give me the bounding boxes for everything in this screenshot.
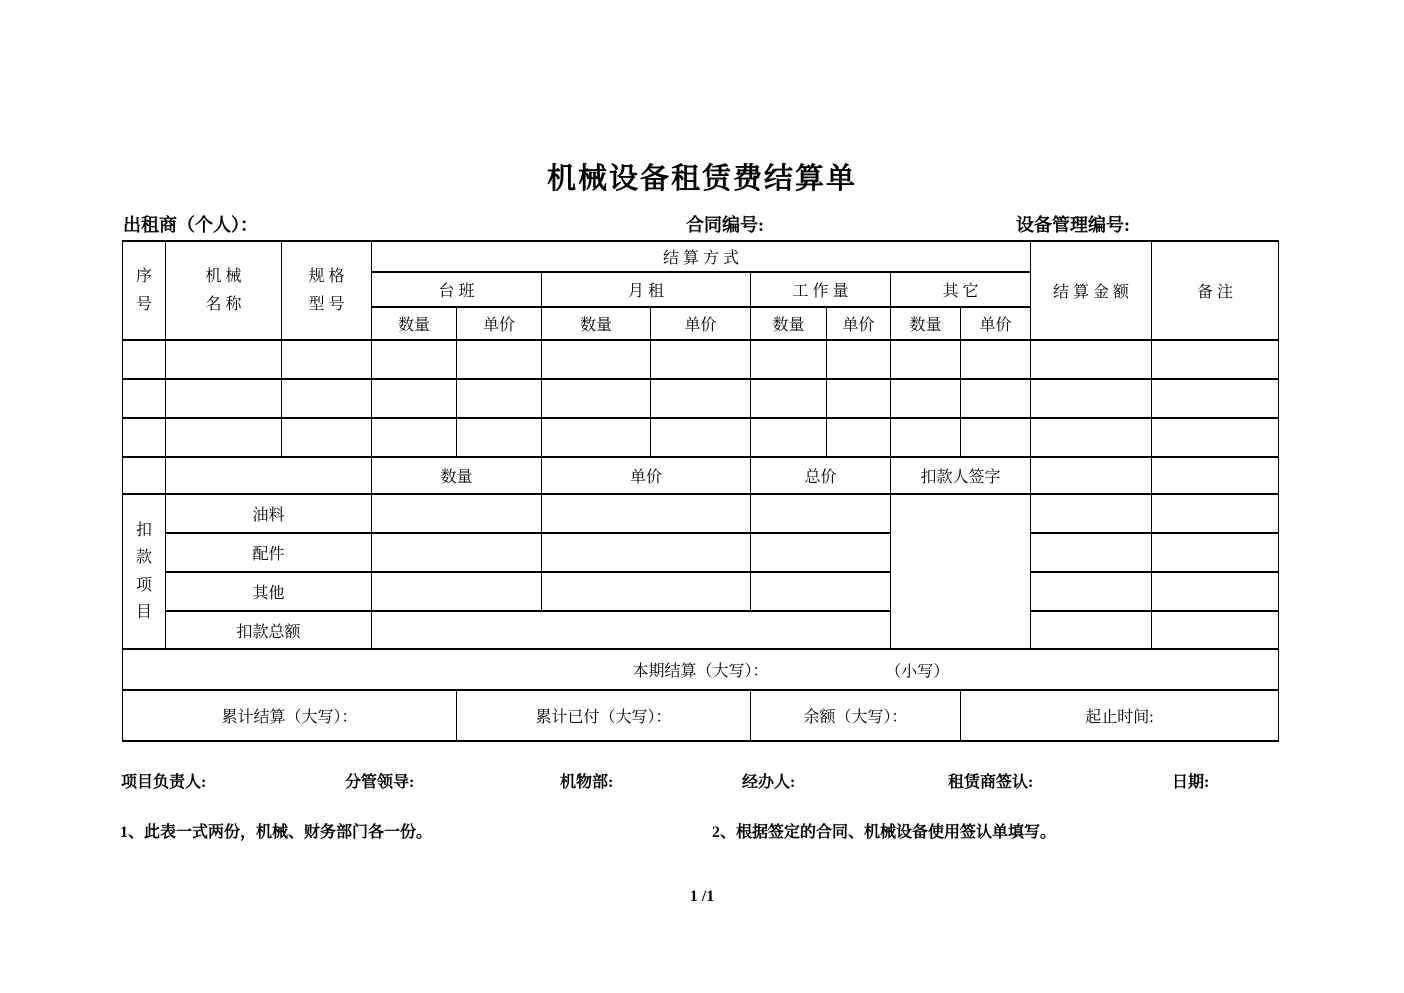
- deduction-row-total: [123, 611, 1279, 649]
- fill-cell[interactable]: [751, 379, 827, 418]
- fill-cell[interactable]: [651, 418, 751, 457]
- fill-cell[interactable]: [751, 494, 891, 533]
- fill-cell[interactable]: [166, 418, 282, 457]
- fill-cell[interactable]: [751, 418, 827, 457]
- signature-date-label: 日期:: [1172, 774, 1210, 791]
- fill-cell[interactable]: [1152, 533, 1279, 572]
- fill-cell[interactable]: [1031, 572, 1152, 611]
- table-row: [123, 418, 1279, 457]
- fill-cell[interactable]: [1152, 572, 1279, 611]
- fill-cell[interactable]: [372, 572, 542, 611]
- fill-cell[interactable]: [1152, 340, 1279, 379]
- signature-project-manager-label: 项目负责人:: [121, 774, 207, 791]
- deduction-items-side-label: 扣 款 项 目: [123, 494, 166, 649]
- deduction-price-header-cell: 单价: [542, 457, 751, 494]
- fill-cell[interactable]: [542, 379, 651, 418]
- fill-cell[interactable]: [1031, 340, 1152, 379]
- signature-supervisor-label: 分管领导:: [345, 774, 415, 791]
- fill-cell[interactable]: [961, 340, 1031, 379]
- deduction-item-label: 配件: [166, 533, 372, 572]
- deduction-row-other: [123, 572, 1279, 611]
- table-row: [123, 340, 1279, 379]
- deduction-item-label: 其他: [166, 572, 372, 611]
- cumulative-settlement-cell[interactable]: 累计结算（大写）：: [123, 690, 457, 741]
- fill-cell[interactable]: [1152, 494, 1279, 533]
- fill-cell[interactable]: [457, 379, 542, 418]
- totals-row: [123, 690, 1279, 741]
- fill-cell[interactable]: [282, 418, 372, 457]
- spacer-cell: [123, 457, 166, 494]
- fill-cell[interactable]: [372, 533, 542, 572]
- fill-cell[interactable]: [372, 340, 457, 379]
- fill-cell[interactable]: [751, 572, 891, 611]
- fill-cell[interactable]: [1031, 457, 1152, 494]
- fill-cell[interactable]: [1152, 418, 1279, 457]
- fill-cell[interactable]: [827, 379, 891, 418]
- fill-cell[interactable]: [751, 340, 827, 379]
- fill-cell[interactable]: [751, 533, 891, 572]
- fill-cell[interactable]: [1031, 379, 1152, 418]
- period-cell[interactable]: 起止时间:: [961, 690, 1279, 741]
- current-settlement-row: [123, 649, 1279, 690]
- fill-cell[interactable]: [891, 379, 961, 418]
- deduction-total-fill-cell[interactable]: [372, 611, 891, 649]
- fill-cell[interactable]: [1152, 379, 1279, 418]
- price-header-cell: 单价: [827, 307, 891, 340]
- fill-cell[interactable]: [1152, 611, 1279, 649]
- fill-cell[interactable]: [891, 418, 961, 457]
- fill-cell[interactable]: [123, 340, 166, 379]
- fill-cell[interactable]: [123, 418, 166, 457]
- deduction-header-row: [123, 457, 1279, 494]
- qty-header-cell: 数量: [542, 307, 651, 340]
- group-yuezu-header-cell: 月 租: [542, 272, 751, 307]
- fill-cell[interactable]: [827, 418, 891, 457]
- machine-name-header-cell: 机 械 名 称: [166, 241, 282, 340]
- fill-cell[interactable]: [1031, 611, 1152, 649]
- fill-cell[interactable]: [457, 340, 542, 379]
- contract-number-label: 合同编号:: [686, 215, 764, 235]
- deduction-row-parts: [123, 533, 1279, 572]
- settlement-method-header-cell: 结 算 方 式: [372, 241, 1031, 272]
- group-gongzuoliang-header-cell: 工 作 量: [751, 272, 891, 307]
- price-header-cell: 单价: [457, 307, 542, 340]
- fill-cell[interactable]: [542, 533, 751, 572]
- fill-cell[interactable]: [166, 340, 282, 379]
- fill-cell[interactable]: [372, 494, 542, 533]
- deduction-qty-header-cell: 数量: [372, 457, 542, 494]
- fill-cell[interactable]: [542, 418, 651, 457]
- spec-model-header-cell: 规 格 型 号: [282, 241, 372, 340]
- fill-cell[interactable]: [372, 379, 457, 418]
- fill-cell[interactable]: [1152, 457, 1279, 494]
- deduction-signer-fill-cell[interactable]: [891, 494, 1031, 649]
- balance-cell[interactable]: 余额（大写）：: [751, 690, 961, 741]
- qty-header-cell: 数量: [751, 307, 827, 340]
- lessor-label: 出租商（个人）：: [123, 215, 258, 235]
- fill-cell[interactable]: [961, 418, 1031, 457]
- fill-cell[interactable]: [1031, 418, 1152, 457]
- deduction-row-fuel: [123, 494, 1279, 533]
- fill-cell[interactable]: [1031, 494, 1152, 533]
- small-amount-label: （小写）: [885, 663, 950, 680]
- price-header-cell: 单价: [961, 307, 1031, 340]
- table-row: [123, 379, 1279, 418]
- fill-cell[interactable]: [457, 418, 542, 457]
- fill-cell[interactable]: [542, 572, 751, 611]
- fill-cell[interactable]: [961, 379, 1031, 418]
- fill-cell[interactable]: [282, 340, 372, 379]
- settlement-amount-header-cell: 结 算 金 额: [1031, 241, 1152, 340]
- fill-cell[interactable]: [166, 379, 282, 418]
- group-qita-header-cell: 其 它: [891, 272, 1031, 307]
- fill-cell[interactable]: [651, 340, 751, 379]
- equipment-number-label: 设备管理编号:: [1016, 215, 1130, 235]
- fill-cell[interactable]: [282, 379, 372, 418]
- settlement-table: [122, 240, 1279, 742]
- price-header-cell: 单价: [651, 307, 751, 340]
- remark-header-cell: 备 注: [1152, 241, 1279, 340]
- page-number: 1 /1: [689, 888, 715, 905]
- fill-cell[interactable]: [542, 494, 751, 533]
- note-1: 1、此表一式两份，机械、财务部门各一份。: [120, 824, 433, 841]
- group-taiban-header-cell: 台 班: [372, 272, 542, 307]
- signature-lessor-confirm-label: 租赁商签认:: [948, 774, 1034, 791]
- deduction-item-label: 扣款总额: [166, 611, 372, 649]
- current-settlement-cell[interactable]: [123, 649, 1279, 690]
- table-header-row-1: [123, 241, 1279, 272]
- fill-cell[interactable]: [827, 340, 891, 379]
- fill-cell[interactable]: [542, 340, 651, 379]
- deduction-total-header-cell: 总价: [751, 457, 891, 494]
- deduction-item-label: 油料: [166, 494, 372, 533]
- page-title: 机械设备租赁费结算单: [546, 163, 857, 195]
- fill-cell[interactable]: [1031, 533, 1152, 572]
- fill-cell[interactable]: [651, 379, 751, 418]
- spacer-cell: [166, 457, 372, 494]
- seq-header-cell: 序 号: [123, 241, 166, 340]
- deduction-signer-header-cell: 扣款人签字: [891, 457, 1031, 494]
- current-settlement-label: 本期结算（大写）：: [632, 663, 769, 680]
- cumulative-paid-cell[interactable]: 累计已付（大写）：: [457, 690, 751, 741]
- fill-cell[interactable]: [372, 418, 457, 457]
- qty-header-cell: 数量: [372, 307, 457, 340]
- fill-cell[interactable]: [123, 379, 166, 418]
- fill-cell[interactable]: [891, 340, 961, 379]
- note-2: 2、根据签定的合同、机械设备使用签认单填写。: [712, 824, 1057, 841]
- signature-machinery-dept-label: 机物部:: [560, 774, 614, 791]
- qty-header-cell: 数量: [891, 307, 961, 340]
- signature-handler-label: 经办人:: [742, 774, 796, 791]
